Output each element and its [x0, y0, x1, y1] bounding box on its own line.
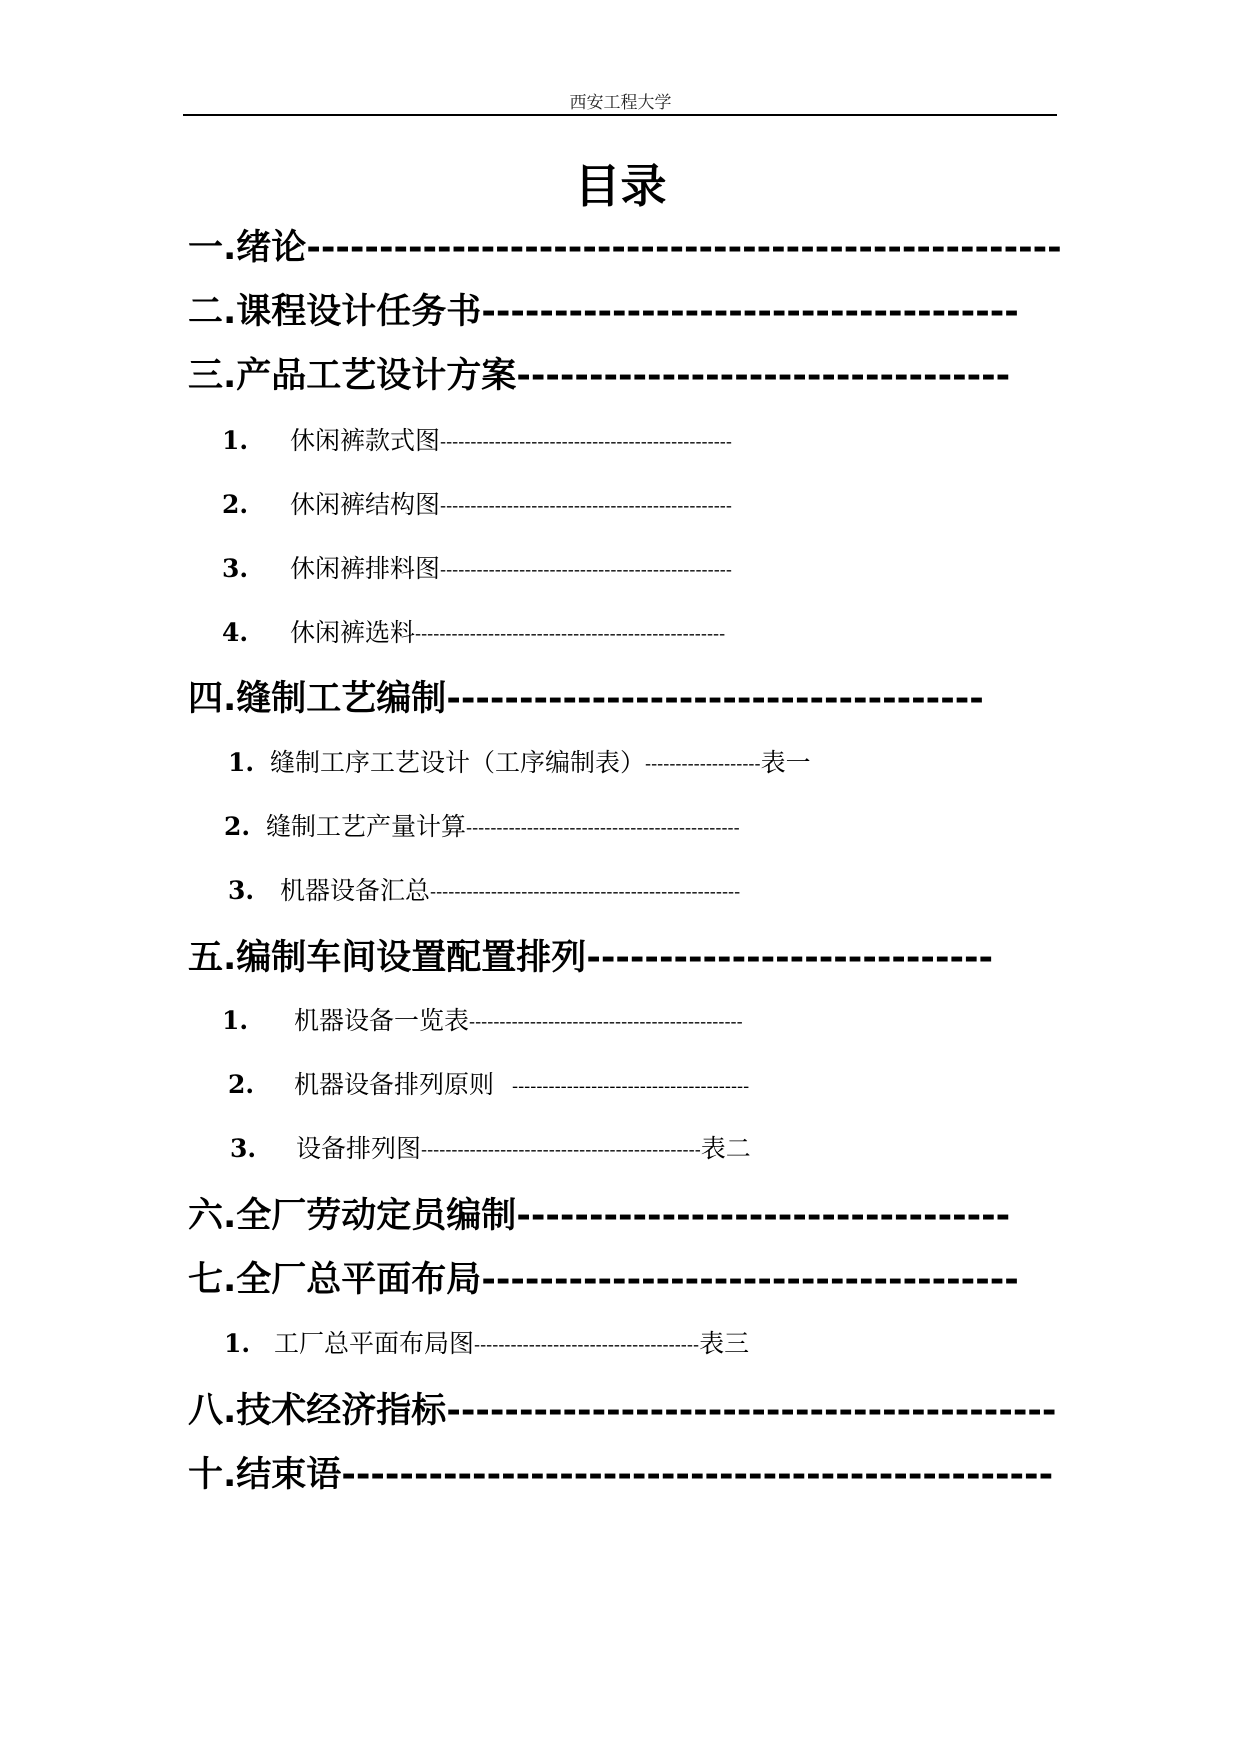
toc-label: 绪论	[236, 228, 307, 268]
toc-entry-10[interactable]	[188, 1452, 1054, 1498]
toc-number: 2.	[228, 1070, 255, 1099]
toc-leader: -------------------------------------	[446, 679, 984, 719]
toc-entry-3[interactable]	[188, 353, 1011, 399]
toc-leader: ------------------------------------------	[446, 1391, 1057, 1431]
toc-entry-5-3[interactable]	[230, 1131, 970, 1167]
toc-label: 产品工艺设计方案	[236, 356, 517, 396]
toc-number: 四.	[188, 679, 237, 719]
toc-entry-2[interactable]	[188, 289, 1019, 335]
page-title: 目录	[574, 159, 667, 213]
toc-number: 二.	[188, 292, 237, 332]
toc-leader: ----------------------------------	[516, 356, 1011, 396]
toc-leader: ---------------------------------------------------	[430, 881, 741, 903]
toc-label: 技术经济指标	[236, 1391, 447, 1431]
toc-table-ref: 表三	[699, 1329, 750, 1358]
toc-number: 3.	[222, 554, 249, 583]
toc-leader: ------------------------------------------------	[440, 559, 732, 581]
toc-entry-3-4[interactable]	[222, 615, 962, 651]
toc-leader: ---------------------------------------------------	[415, 623, 726, 645]
toc-number: 1.	[222, 426, 249, 455]
toc-label: 缝制工序工艺设计（工序编制表）	[270, 748, 646, 777]
toc-entry-4-2[interactable]	[224, 809, 964, 845]
toc-entry-4-3[interactable]	[228, 873, 968, 909]
toc-entry-3-1[interactable]	[222, 423, 962, 459]
toc-number: 八.	[188, 1391, 237, 1431]
header-rule	[183, 114, 1057, 116]
toc-entry-7[interactable]	[188, 1257, 1019, 1303]
toc-number: 3.	[230, 1134, 257, 1163]
toc-leader: -------------------	[645, 753, 761, 775]
toc-leader: -------------------------------------------------	[341, 1455, 1054, 1495]
toc-table-ref: 表一	[760, 748, 811, 777]
toc-number: 1.	[224, 1329, 251, 1358]
toc-leader: ----------------------------------	[516, 1196, 1011, 1236]
toc-leader: ----------------------------------------------	[421, 1139, 701, 1161]
toc-label: 机器设备排列原则	[294, 1070, 495, 1099]
toc-leader: ------------------------------------------------	[440, 431, 732, 453]
toc-leader: -------------------------------------	[481, 1260, 1019, 1300]
toc-leader: -------------------------------------	[481, 292, 1019, 332]
toc-entry-7-1[interactable]	[224, 1326, 964, 1362]
toc-table-ref: 表二	[700, 1134, 751, 1163]
toc-entry-5[interactable]	[188, 935, 994, 981]
toc-number: 4.	[222, 618, 249, 647]
toc-entry-8[interactable]	[188, 1388, 1057, 1434]
toc-label: 休闲裤款式图	[290, 426, 441, 455]
toc-number: 1.	[228, 748, 255, 777]
toc-number: 六.	[188, 1196, 237, 1236]
toc-number: 1.	[222, 1006, 249, 1035]
toc-entry-3-2[interactable]	[222, 487, 962, 523]
toc-label: 缝制工艺产量计算	[266, 812, 467, 841]
toc-label: 工厂总平面布局图	[274, 1329, 475, 1358]
toc-label: 缝制工艺编制	[236, 679, 447, 719]
toc-number: 2.	[224, 812, 251, 841]
toc-label: 机器设备一览表	[294, 1006, 470, 1035]
toc-label: 休闲裤排料图	[290, 554, 441, 583]
toc-leader: ---------------------------------------------	[466, 817, 740, 839]
toc-label: 结束语	[236, 1455, 342, 1495]
toc-number: 十.	[188, 1455, 237, 1495]
running-header: 西安工程大学	[569, 93, 672, 113]
toc-label: 课程设计任务书	[236, 292, 482, 332]
toc-entry-6[interactable]	[188, 1193, 1011, 1239]
toc-leader: ----------------------------	[586, 938, 994, 978]
toc-number: 七.	[188, 1260, 237, 1300]
toc-leader: ------------------------------------------------	[440, 495, 732, 517]
toc-label: 设备排列图	[296, 1134, 422, 1163]
toc-label: 休闲裤结构图	[290, 490, 441, 519]
toc-leader: ---------------------------------------------	[469, 1011, 743, 1033]
toc-label: 机器设备汇总	[280, 876, 431, 905]
toc-entry-4-1[interactable]	[228, 745, 968, 781]
toc-label: 编制车间设置配置排列	[236, 938, 587, 978]
toc-leader: -------------------------------------	[474, 1334, 700, 1356]
toc-number: 五.	[188, 938, 237, 978]
toc-entry-3-3[interactable]	[222, 551, 962, 587]
toc-label: 全厂总平面布局	[236, 1260, 482, 1300]
toc-number: 三.	[188, 356, 237, 396]
toc-label: 休闲裤选料	[290, 618, 416, 647]
toc-number: 一.	[188, 228, 237, 268]
toc-entry-5-1[interactable]	[222, 1003, 962, 1039]
toc-leader: ---------------------------------------	[512, 1075, 750, 1097]
toc-number: 2.	[222, 490, 249, 519]
toc-entry-1[interactable]	[188, 225, 1062, 271]
toc-label: 全厂劳动定员编制	[236, 1196, 517, 1236]
toc-leader: ----------------------------------------------------	[306, 228, 1062, 268]
toc-number: 3.	[228, 876, 255, 905]
toc-entry-5-2[interactable]	[228, 1067, 968, 1103]
toc-entry-4[interactable]	[188, 676, 988, 722]
